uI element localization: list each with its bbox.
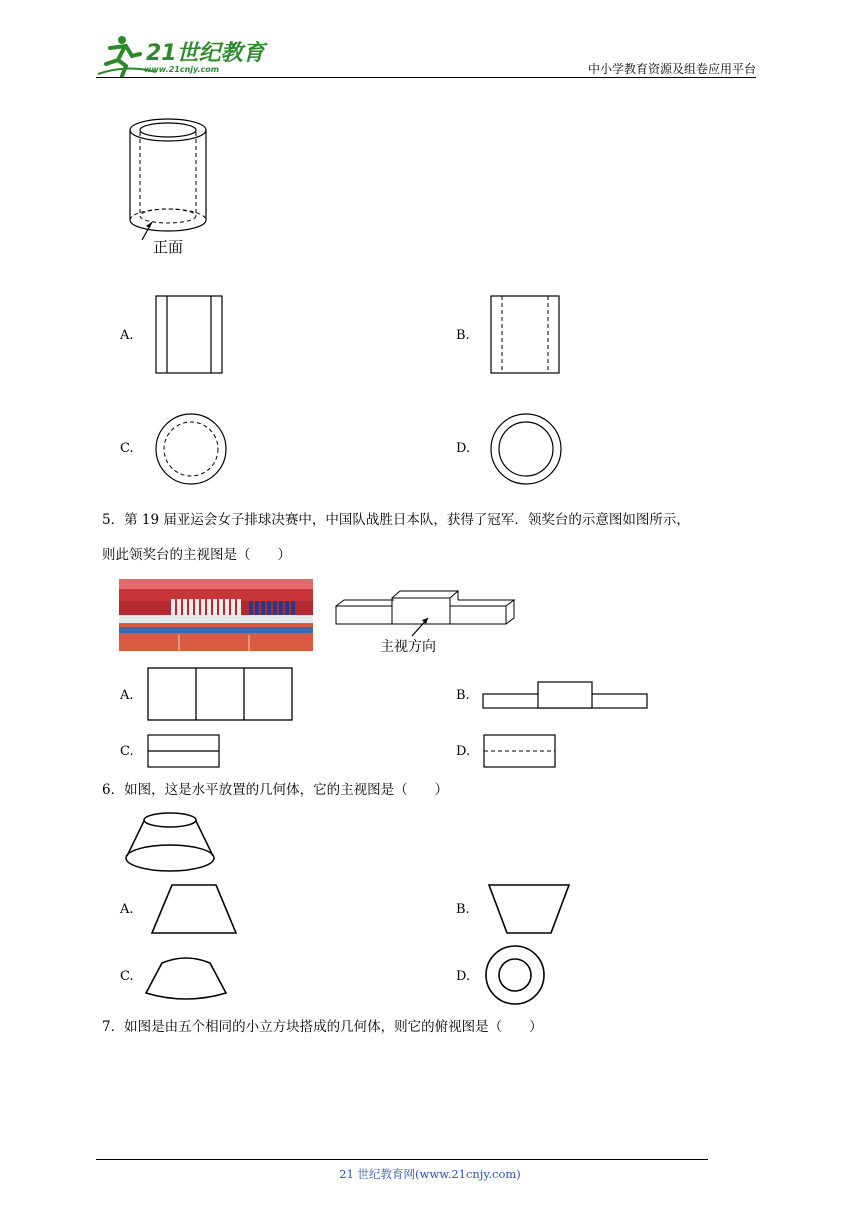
q4-option-b-figure: [490, 295, 562, 375]
q5-option-c-figure: [147, 734, 221, 770]
q6-option-b-label: B.: [456, 902, 470, 917]
q5-podium-photo: [119, 579, 313, 651]
q6-option-a-figure: [150, 883, 240, 935]
footer-link[interactable]: 21 世纪教育网(www.21cnjy.com): [339, 1167, 521, 1181]
q4-option-b-label: B.: [456, 328, 470, 343]
q5-option-d-figure: [483, 734, 557, 770]
q5-option-c-label: C.: [120, 744, 134, 759]
q6-option-c-label: C.: [120, 969, 134, 984]
q4-front-label: 正面: [153, 238, 184, 256]
q5-view-direction-label: 主视方向: [380, 639, 436, 655]
q5-option-a-figure: [147, 667, 295, 723]
q5-option-d-label: D.: [456, 744, 471, 759]
logo-text: 21世纪教育: [146, 41, 265, 66]
q5-option-a-label: A.: [120, 688, 134, 703]
q4-option-a-label: A.: [120, 328, 134, 343]
q6-option-d-label: D.: [456, 969, 471, 984]
q6-option-c-figure: [144, 951, 230, 1003]
footer-divider: [96, 1159, 708, 1160]
header-platform-text: 中小学教育资源及组卷应用平台: [587, 62, 756, 76]
q5-text-line1: 5．第 19 届亚运会女子排球决赛中，中国队战胜日本队，获得了冠军．领奖台的示意图如图所示，: [102, 512, 690, 528]
q4-option-a-figure: [155, 295, 225, 375]
q5-option-b-label: B.: [456, 688, 470, 703]
q5-option-b-figure: [482, 681, 650, 711]
q4-option-d-label: D.: [456, 441, 471, 456]
q5-text-line2: 则此领奖台的主视图是（ ）: [102, 547, 291, 563]
q4-option-d-figure: [489, 412, 565, 488]
logo-url: www.21cnjy.com: [144, 65, 220, 74]
q6-option-d-figure: [484, 944, 548, 1008]
q7-text: 7．如图是由五个相同的小立方块搭成的几何体，则它的俯视图是（ ）: [102, 1019, 543, 1035]
q6-frustum-figure: [124, 810, 216, 874]
q4-option-c-label: C.: [120, 441, 134, 456]
q6-option-a-label: A.: [120, 902, 134, 917]
header-divider: [96, 77, 756, 78]
q4-option-c-figure: [154, 412, 230, 488]
q6-option-b-figure: [487, 883, 573, 935]
q6-text: 6．如图，这是水平放置的几何体，它的主视图是（ ）: [102, 782, 449, 798]
